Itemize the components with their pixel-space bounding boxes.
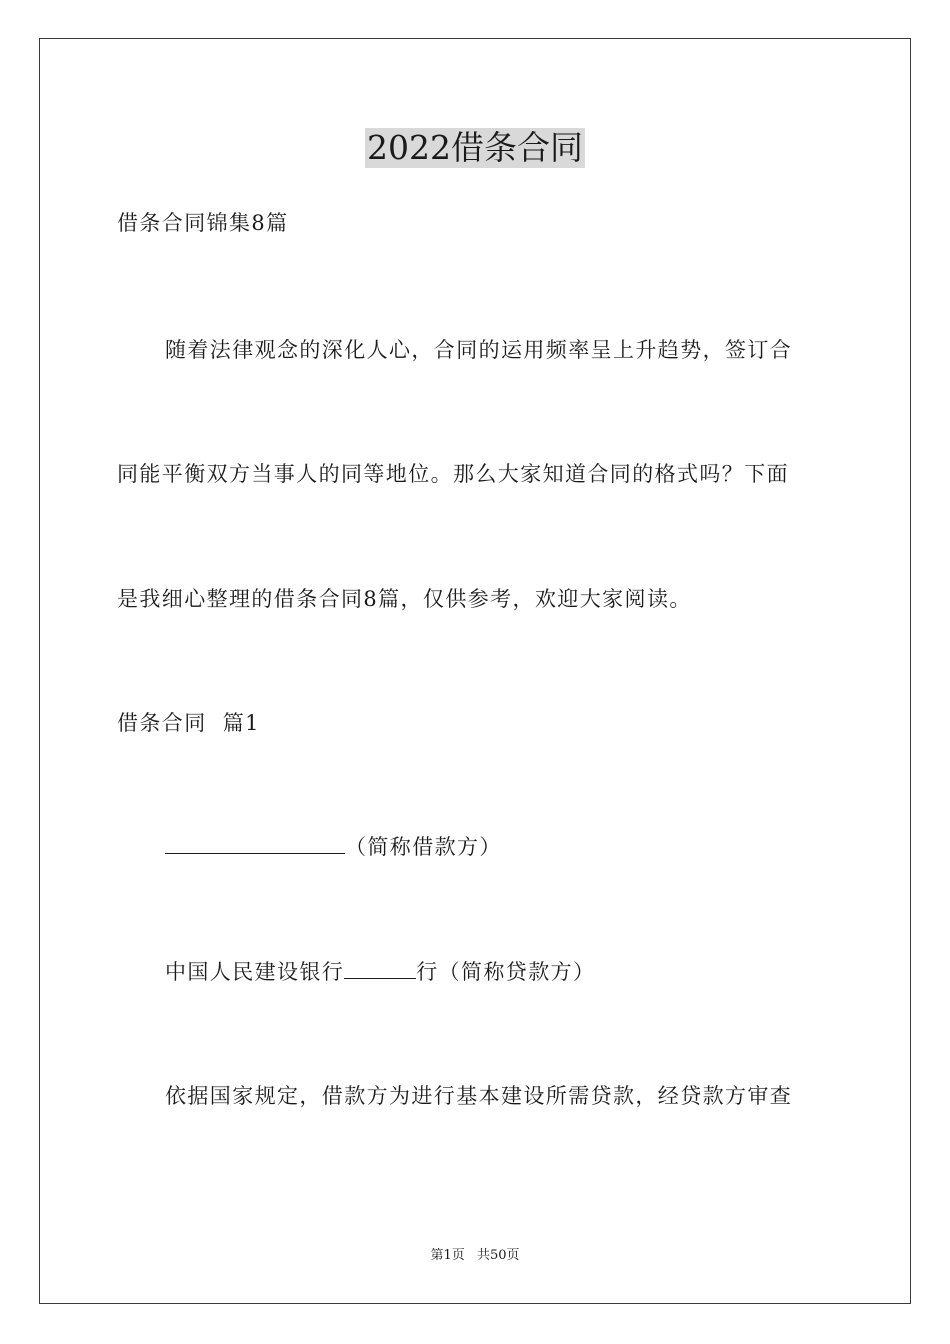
lender-suffix: 行（简称贷款方） [416,960,596,984]
intro-line-3: 是我细心整理的借条合同8篇，仅供参考，欢迎大家阅读。 [117,587,692,611]
section-heading: 借条合同 篇1 [117,711,260,735]
document-subtitle: 借条合同锦集8篇 [117,211,289,235]
basis-line: 依据国家规定，借款方为进行基本建设所需贷款，经贷款方审查 [165,1084,793,1108]
intro-line-2: 同能平衡双方当事人的同等地位。那么大家知道合同的格式吗？下面 [117,462,789,486]
lender-blank [344,960,416,979]
page-current: 第1页 [430,1248,465,1263]
lender-line [165,958,595,986]
page-footer [0,1247,950,1265]
lender-prefix: 中国人民建设银行 [165,960,345,984]
borrower-label: （简称借款方） [345,835,502,859]
borrower-line [165,833,502,861]
title-container [0,128,950,168]
document-title: 2022借条合同 [367,128,583,167]
borrower-blank [165,835,345,854]
intro-line-1: 随着法律观念的深化人心，合同的运用频率呈上升趋势，签订合 [165,338,793,362]
page-total: 共50页 [476,1248,520,1263]
